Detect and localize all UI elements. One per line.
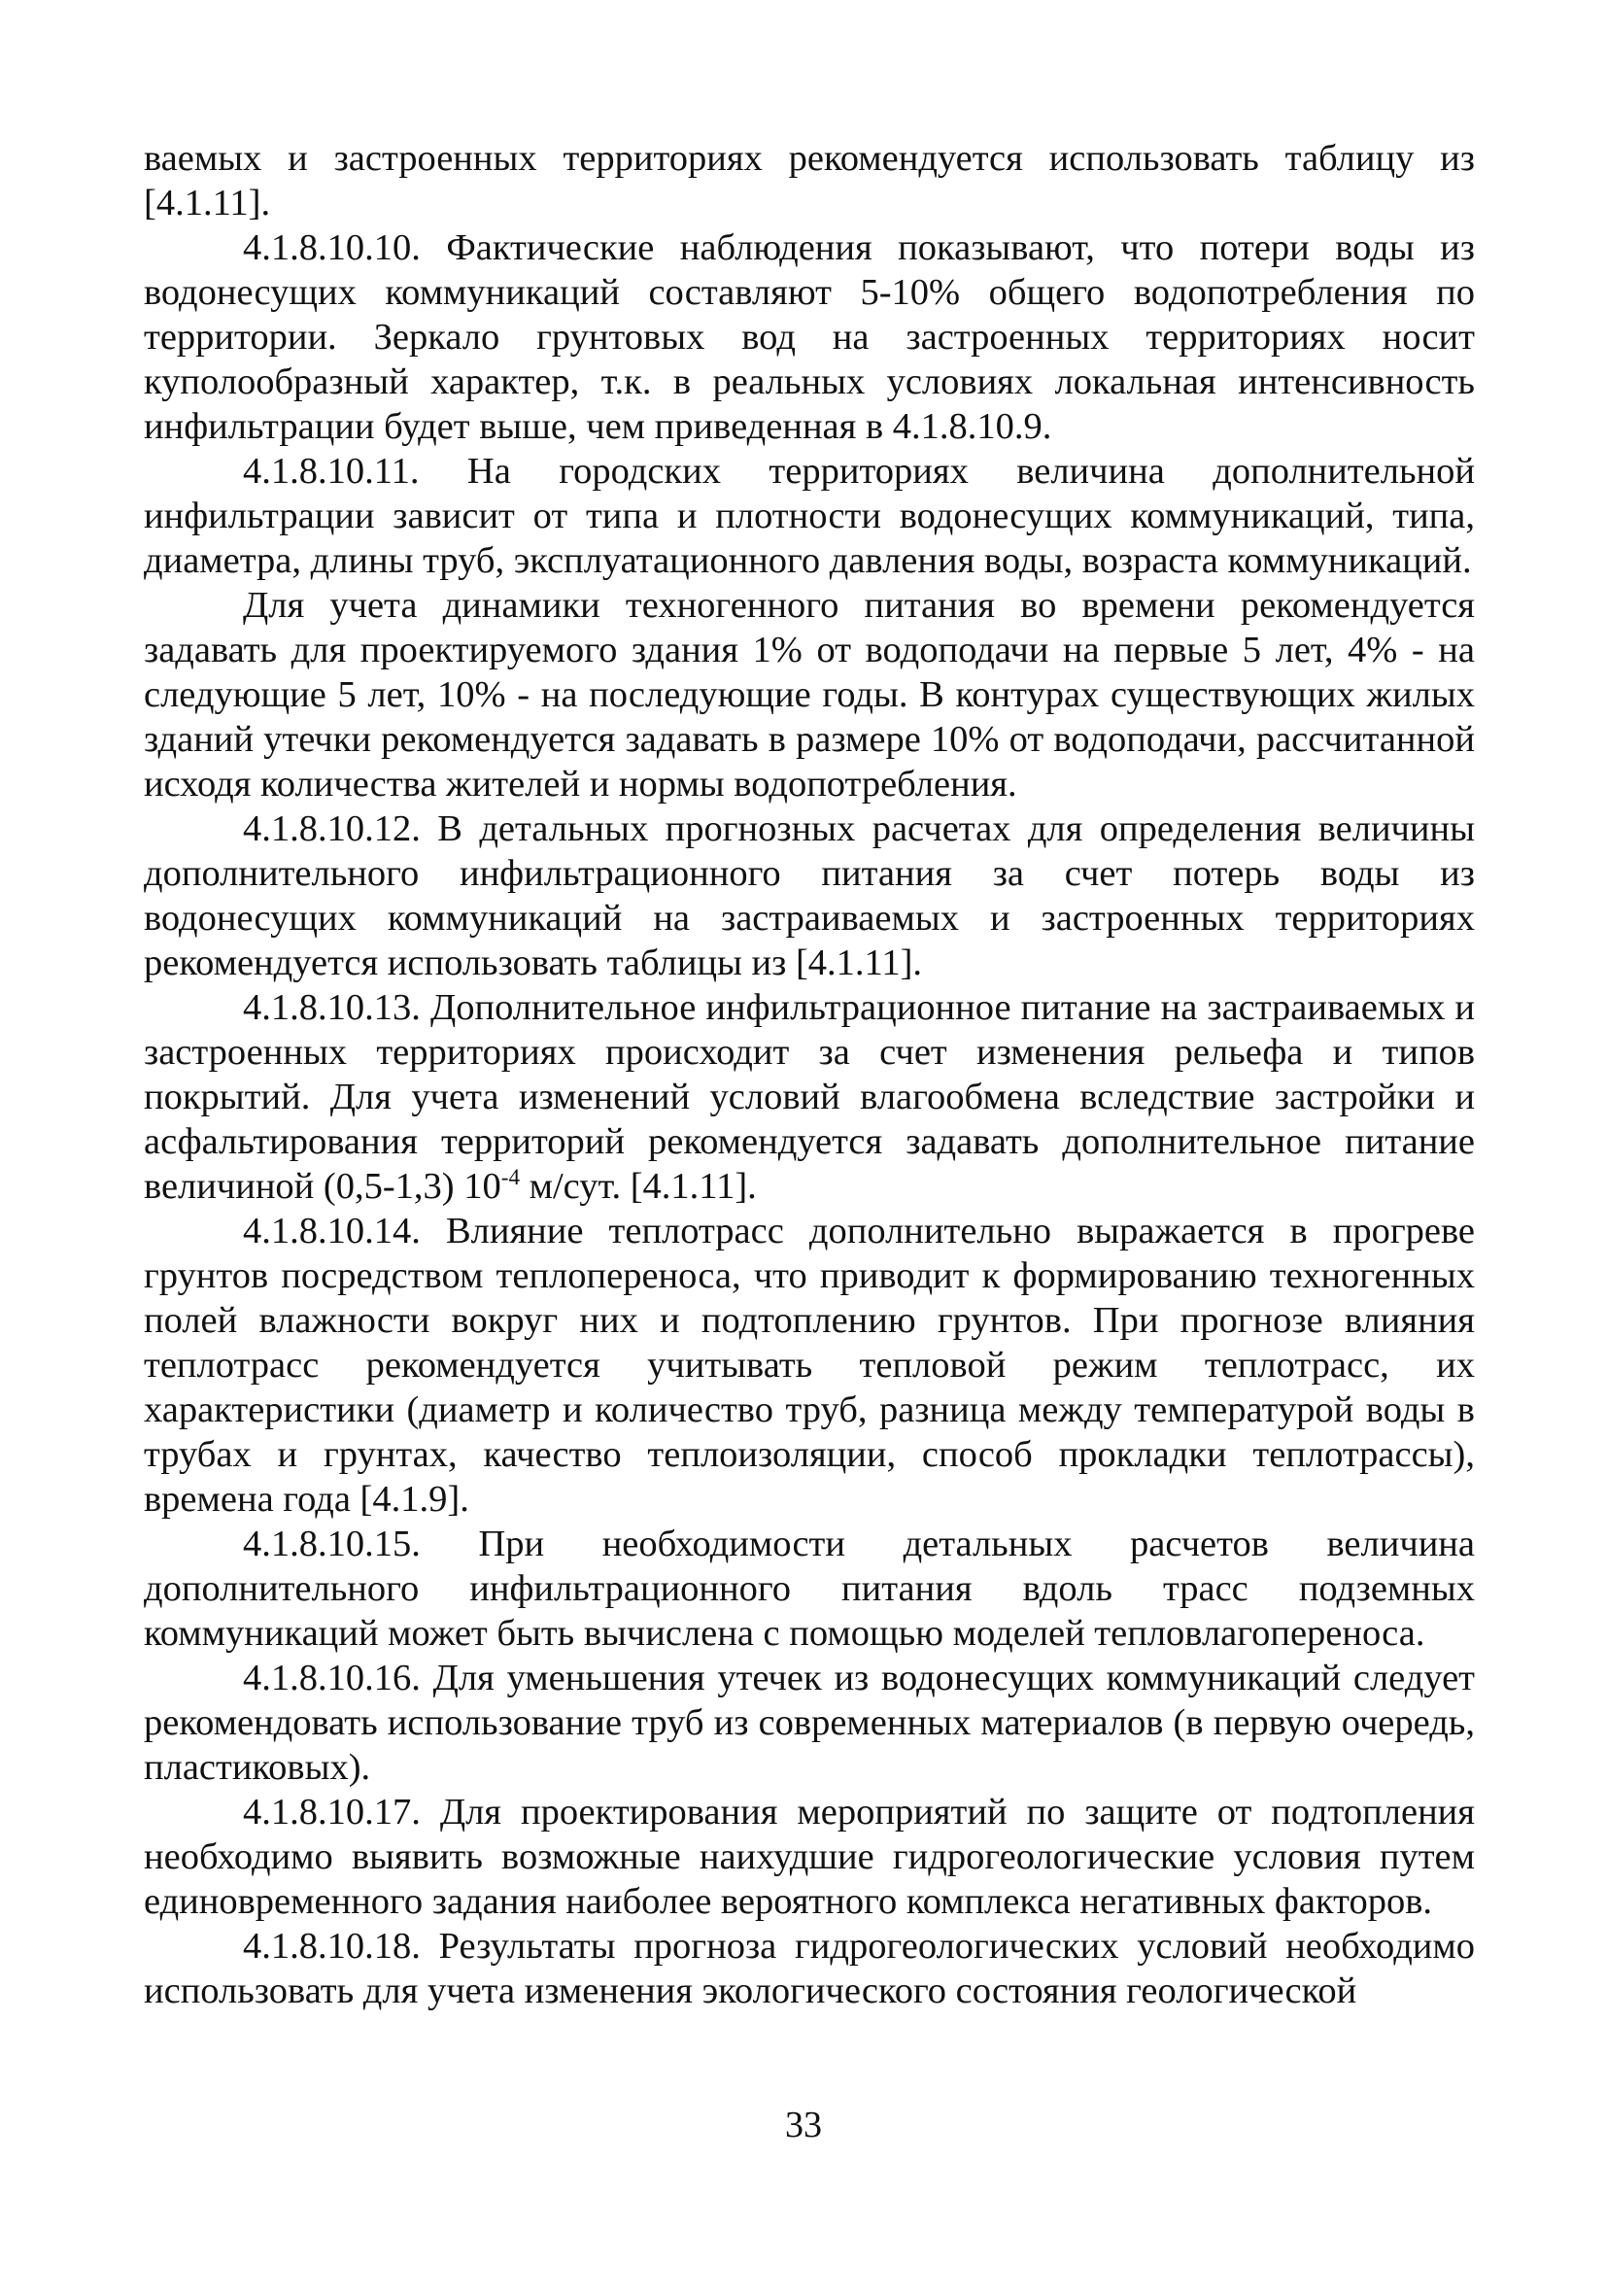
- exponent: -4: [500, 1164, 520, 1190]
- paragraph-4-1-8-10-13-tail: м/сут. [4.1.11].: [520, 1166, 757, 1207]
- paragraph-4-1-8-10-14: 4.1.8.10.14. Влияние теплотрасс дополнительно выражается в прогреве грунтов посредством теплопереноса, что приводит к формированию техногенных полей влажности вокруг них и подтоплению грунтов. При прогнозе влияния теплотрасс рекомендуется учитывать тепловой режим теплотрасс, их характеристики (диаметр и количество труб, разница между температурой воды в трубах и грунтах, качество теплоизоляции, способ прокладки теплотрассы), времена года [4.1.9].: [144, 1211, 1475, 1520]
- paragraph-continuation: ваемых и застроенных территориях рекомендуется использовать таблицу из [4.1.11].: [144, 138, 1475, 223]
- paragraph-4-1-8-10-15: 4.1.8.10.15. При необходимости детальных расчетов величина дополнительного инфильтрационного питания вдоль трасс подземных коммуникаций может быть вычислена с помощью моделей тепловлагопереноса.: [144, 1524, 1475, 1654]
- paragraph-4-1-8-10-12: 4.1.8.10.12. В детальных прогнозных расчетах для определения величины дополнительного инфильтрационного питания за счет потерь воды из водонесущих коммуникаций на застраиваемых и застроенных территориях рекомендуется использовать таблицы из [4.1.11].: [144, 808, 1475, 983]
- paragraph-4-1-8-10-13: [144, 985, 1475, 1209]
- paragraph-4-1-8-10-11: 4.1.8.10.11. На городских территориях величина дополнительной инфильтрации зависит от типа и плотности водонесущих коммуникаций, типа, диаметра, длины труб, эксплуатационного давления воды, возраста коммуникаций.: [144, 451, 1475, 581]
- paragraph-technogenic-dynamics: Для учета динамики техногенного питания во времени рекомендуется задавать для проектируемого здания 1% от водоподачи на первые 5 лет, 4% - на следующие 5 лет, 10% - на последующие годы. В контурах существующих жилых зданий утечки рекомендуется задавать в размере 10% от водоподачи, рассчитанной исходя количества жителей и нормы водопотребления.: [144, 585, 1475, 805]
- paragraph-4-1-8-10-18: 4.1.8.10.18. Результаты прогноза гидрогеологических условий необходимо использовать для учета изменения экологического состояния геологической: [144, 1926, 1475, 2011]
- paragraph-4-1-8-10-10: 4.1.8.10.10. Фактические наблюдения показывают, что потери воды из водонесущих коммуникаций составляют 5-10% общего водопотребления по территории. Зеркало грунтовых вод на застроенных территориях носит куполообразный характер, т.к. в реальных условиях локальная интенсивность инфильтрации будет выше, чем приведенная в 4.1.8.10.9.: [144, 227, 1475, 447]
- paragraph-4-1-8-10-17: 4.1.8.10.17. Для проектирования мероприятий по защите от подтопления необходимо выявить возможные наихудшие гидрогеологические условия путем единовременного задания наиболее вероятного комплекса негативных факторов.: [144, 1792, 1475, 1922]
- paragraph-4-1-8-10-13-text: 4.1.8.10.13. Дополнительное инфильтрационное питание на застраиваемых и застроенных территориях происходит за счет изменения рельефа и типов покрытий. Для учета изменений условий влагообмена вследствие застройки и асфальтирования территорий рекомендуется задавать дополнительное питание величиной (0,5-1,3) 10: [144, 987, 1475, 1207]
- document-page: [144, 136, 1475, 2013]
- paragraph-4-1-8-10-16: 4.1.8.10.16. Для уменьшения утечек из водонесущих коммуникаций следует рекомендовать использование труб из современных материалов (в первую очередь, пластиковых).: [144, 1658, 1475, 1788]
- page-number: 33: [785, 2105, 822, 2145]
